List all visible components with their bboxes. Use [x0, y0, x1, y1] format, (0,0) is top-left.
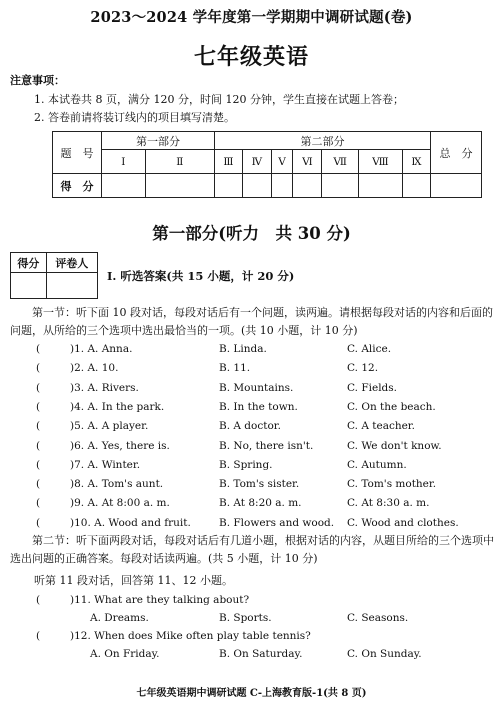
question-text: )2. A. 10. — [70, 362, 119, 375]
roman-2: Ⅱ — [145, 150, 214, 174]
question-row — [0, 478, 503, 496]
roman-9: Ⅸ — [402, 150, 430, 174]
question-text: )4. A. In the park. — [70, 400, 165, 413]
option-b: B. Flowers and wood. — [219, 516, 335, 529]
roman-3: Ⅲ — [214, 150, 242, 174]
roman-4: Ⅳ — [242, 150, 271, 174]
total-label: 总 分 — [431, 132, 482, 174]
question-row — [0, 459, 503, 477]
page-footer: 七年级英语期中调研试题 C-上海教育版-1(共 8 页) — [136, 688, 367, 699]
exam-header: 2023～2024 学年度第一学期期中调研试题(卷) — [90, 9, 413, 26]
question-row — [0, 420, 503, 438]
option-c: C. 12. — [347, 362, 379, 375]
answer-paren[interactable]: ( — [36, 594, 41, 606]
option-b: B. Tom's sister. — [219, 478, 300, 491]
section-two-instructions: 第二节：听下面两段对话，每段对话后有几道小题，根据对话的内容，从题目所给的三个选项中选出问题的正确答案。每段对话读两遍。(共 5 小题，计 10 分) — [10, 534, 494, 565]
exam-title: 七年级英语 — [193, 44, 309, 70]
option-c: C. Seasons. — [347, 612, 409, 624]
answer-paren[interactable]: ( — [36, 362, 41, 375]
question-text: )5. A. A player. — [70, 420, 149, 433]
option-b: B. 11. — [219, 362, 251, 375]
section-one-instructions: 第一节：听下面 10 段对话，每段对话后有一个问题，读两遍。请根据每段对话的内容和后面的问题，从所给的三个选项中选出最恰当的一项。(共 10 小题，计 10 分) — [10, 306, 493, 337]
option-c: C. Tom's mother. — [347, 478, 437, 491]
roman-6: Ⅵ — [293, 150, 322, 174]
answer-paren[interactable]: ( — [36, 420, 41, 433]
question-text: )9. A. At 8:00 a. m. — [70, 497, 170, 510]
question-text: )7. A. Winter. — [70, 458, 141, 471]
score-cell[interactable] — [322, 174, 359, 198]
question-row — [0, 497, 503, 515]
question-row — [0, 362, 503, 380]
option-c: C. On the beach. — [347, 400, 436, 413]
option-c: C. Wood and clothes. — [347, 516, 459, 529]
question-text: )10. A. Wood and fruit. — [70, 516, 191, 529]
section-heading: Ⅰ. 听选答案(共 15 小题，计 20 分) — [107, 269, 295, 283]
answer-paren[interactable]: ( — [36, 381, 41, 394]
part-one-label: 第一部分 — [102, 132, 215, 150]
question-text: )3. A. Rivers. — [70, 381, 139, 394]
note-item: 2. 答卷前请将装订线内的项目填写清楚。 — [34, 111, 235, 124]
question-text: )8. A. Tom's aunt. — [70, 478, 164, 491]
part-one-heading: 第一部分(听力 共 30 分) — [152, 224, 351, 243]
grader-reviewer-label: 评卷人 — [46, 253, 97, 273]
dialogue-11-instruction: 听第 11 段对话，回答第 11、12 小题。 — [34, 574, 233, 587]
score-cell[interactable] — [145, 174, 214, 198]
option-a: A. Dreams. — [90, 612, 149, 624]
answer-paren[interactable]: ( — [36, 516, 41, 529]
question-12-options — [0, 648, 503, 666]
option-c: C. At 8:30 a. m. — [347, 497, 430, 510]
answer-paren[interactable]: ( — [36, 343, 41, 355]
part-two-label: 第二部分 — [214, 132, 430, 150]
score-cell[interactable] — [214, 174, 242, 198]
question-row — [0, 401, 503, 419]
score-cell[interactable] — [358, 174, 402, 198]
score-row-label: 得 分 — [53, 174, 102, 198]
question-11 — [0, 594, 503, 612]
answer-paren[interactable]: ( — [36, 630, 41, 642]
question-text: )6. A. Yes, there is. — [70, 439, 170, 452]
option-c: C. Alice. — [347, 343, 392, 355]
option-b: B. Sports. — [219, 612, 272, 624]
score-cell[interactable] — [102, 174, 146, 198]
question-12 — [0, 630, 503, 648]
roman-8: Ⅷ — [358, 150, 402, 174]
answer-paren[interactable]: ( — [36, 478, 41, 491]
question-text: )12. When does Mike often play table tennis? — [70, 630, 311, 642]
option-c: C. On Sunday. — [347, 648, 422, 660]
question-text: )11. What are they talking about? — [70, 594, 250, 606]
option-b: B. A doctor. — [219, 420, 281, 433]
answer-paren[interactable]: ( — [36, 497, 41, 510]
option-b: B. No, there isn't. — [219, 439, 314, 452]
question-row — [0, 440, 503, 458]
question-number-label: 题 号 — [53, 132, 102, 174]
answer-paren[interactable]: ( — [36, 439, 41, 452]
note-item: 1. 本试卷共 8 页，满分 120 分，时间 120 分钟，学生直接在试题上答卷； — [34, 93, 404, 106]
option-b: B. In the town. — [219, 400, 298, 413]
question-text: )1. A. Anna. — [70, 343, 133, 355]
score-cell[interactable] — [271, 174, 293, 198]
score-cell[interactable] — [293, 174, 322, 198]
roman-1: Ⅰ — [102, 150, 146, 174]
question-row — [0, 343, 503, 361]
question-row — [0, 382, 503, 400]
roman-5: Ⅴ — [271, 150, 293, 174]
option-c: C. A teacher. — [347, 420, 416, 433]
answer-paren[interactable]: ( — [36, 400, 41, 413]
notes-title: 注意事项： — [10, 74, 65, 87]
question-11-options — [0, 612, 503, 630]
grader-score-cell[interactable] — [11, 273, 47, 299]
grader-box — [10, 252, 98, 299]
option-b: B. On Saturday. — [219, 648, 303, 660]
score-table — [52, 131, 482, 198]
option-b: B. Mountains. — [219, 381, 294, 394]
option-b: B. Spring. — [219, 458, 273, 471]
option-a: A. On Friday. — [90, 648, 160, 660]
roman-7: Ⅶ — [322, 150, 359, 174]
grader-score-label: 得分 — [11, 253, 47, 273]
option-c: C. Autumn. — [347, 458, 407, 471]
score-cell[interactable] — [431, 174, 482, 198]
score-cell[interactable] — [242, 174, 271, 198]
score-cell[interactable] — [402, 174, 430, 198]
option-b: B. Linda. — [219, 343, 267, 355]
answer-paren[interactable]: ( — [36, 458, 41, 471]
option-b: B. At 8:20 a. m. — [219, 497, 302, 510]
option-c: C. We don't know. — [347, 439, 442, 452]
option-c: C. Fields. — [347, 381, 397, 394]
grader-reviewer-cell[interactable] — [46, 273, 97, 299]
